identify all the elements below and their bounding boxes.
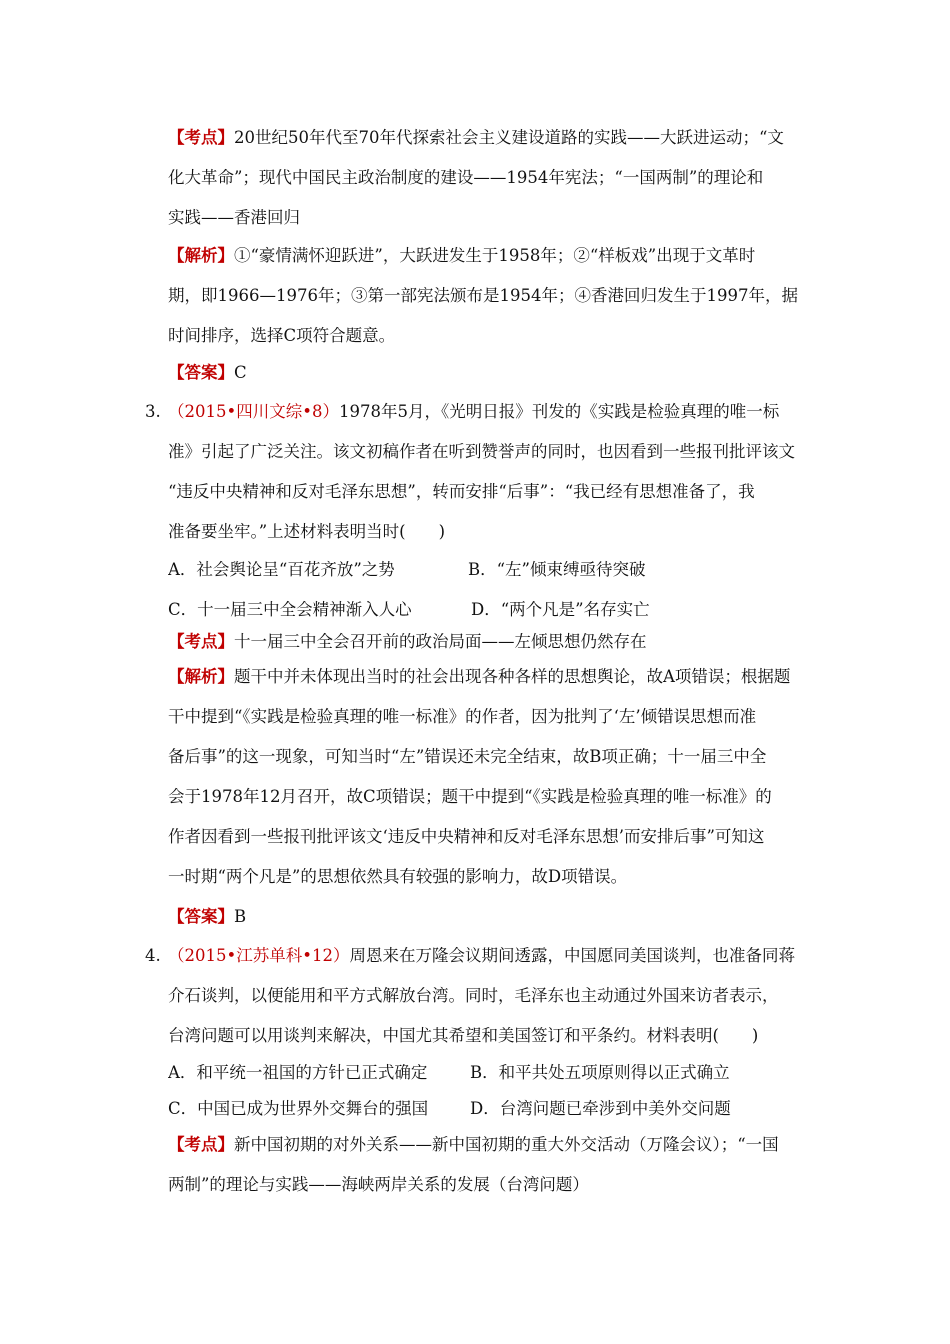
option-d: D．“两个凡是”名存实亡 [471, 600, 650, 619]
text-line: 作者因看到一些报刊批评该文‘违反中央精神和反对毛泽东思想’而安排后事”可知这 [168, 827, 765, 846]
text-line: 会于1978年12月召开，故C项错误；题干中提到“《实践是检验真理的唯一标准》的 [168, 787, 772, 806]
option-b: B．和平共处五项原则得以正式确立 [470, 1063, 730, 1082]
daan-label: 【答案】 [168, 363, 234, 382]
text-line: 时间排序，选择C项符合题意。 [168, 326, 396, 345]
text-line: 干中提到“《实践是检验真理的唯一标准》的作者，因为批判了‘左’倾错误思想而准 [168, 707, 757, 726]
text-line: 【解析】①“豪情满怀迎跃进”，大跃进发生于1958年；②“样板戏”出现于文革时 [168, 246, 756, 265]
q3-options [168, 550, 808, 630]
text-line: 实践——香港回归 [168, 208, 300, 227]
option-a: A．社会舆论呈“百花齐放”之势 [168, 560, 395, 579]
answer-value: C [234, 363, 247, 382]
q2-jiexi [168, 236, 808, 356]
answer-value: B [234, 907, 247, 926]
text-line: 【解析】题干中并未体现出当时的社会出现各种各样的思想舆论，故A项错误；根据题 [168, 667, 791, 686]
option-c: C．十一届三中全会精神渐入人心 [168, 600, 412, 619]
option-d: D．台湾问题已牵涉到中美外交问题 [470, 1099, 731, 1118]
text-line: 【考点】新中国初期的对外关系——新中国初期的重大外交活动（万隆会议）；“一国 [168, 1135, 779, 1154]
kaodian-label: 【考点】 [168, 128, 234, 147]
question-source: （2015•江苏单科•12） [168, 946, 350, 965]
text-line: 化大革命”；现代中国民主政治制度的建设——1954年宪法；“一国两制”的理论和 [168, 168, 764, 187]
option-b: B．“左”倾束缚亟待突破 [468, 560, 646, 579]
jiexi-label: 【解析】 [168, 667, 234, 686]
text-line: 介石谈判，以便能用和平方式解放台湾。同时，毛泽东也主动通过外国来访者表示， [168, 986, 779, 1005]
text-line: （2015•江苏单科•12）周恩来在万隆会议期间透露，中国愿同美国谈判，也准备同蒋 [168, 946, 795, 965]
text-line: 【考点】20世纪50年代至70年代探索社会主义建设道路的实践——大跃进运动；“文 [168, 128, 784, 147]
text-line: 准》引起了广泛关注。该文初稿作者在听到赞誉声的同时，也因看到一些报刊批评该文 [168, 442, 795, 461]
kaodian-label: 【考点】 [168, 632, 234, 651]
q4-kaodian [168, 1125, 808, 1205]
q2-answer [168, 353, 808, 393]
daan-label: 【答案】 [168, 907, 234, 926]
text-line: “违反中央精神和反对毛泽东思想”，转而安排“后事”：“我已经有思想准备了，我 [168, 482, 755, 501]
text-line: 准备要坐牢。”上述材料表明当时( ) [168, 522, 446, 541]
q4-stem [145, 936, 808, 1056]
q4-options [168, 1053, 808, 1133]
text-line: 期，即1966—1976年；③第一部宪法颁布是1954年；④香港回归发生于1997年，据 [168, 286, 798, 305]
text-line: 两制”的理论与实践——海峡两岸关系的发展（台湾问题） [168, 1175, 589, 1194]
jiexi-label: 【解析】 [168, 246, 234, 265]
q3-stem [145, 392, 808, 552]
question-number: 4. [145, 946, 161, 965]
option-c: C．中国已成为世界外交舞台的强国 [168, 1099, 429, 1118]
kaodian-label: 【考点】 [168, 1135, 234, 1154]
question-source: （2015•四川文综•8） [168, 402, 339, 421]
q2-kaodian [168, 118, 808, 238]
q3-answer [168, 897, 808, 937]
text-line: 备后事”的这一现象，可知当时“左”错误还未完全结束，故B项正确；十一届三中全 [168, 747, 767, 766]
text-line: 台湾问题可以用谈判来解决，中国尤其希望和美国签订和平条约。材料表明( ) [168, 1026, 759, 1045]
question-number: 3. [145, 402, 161, 421]
text-line: （2015•四川文综•8）1978年5月，《光明日报》刊发的《实践是检验真理的唯一标 [168, 402, 780, 421]
text-line: 一时期“两个凡是”的思想依然具有较强的影响力，故D项错误。 [168, 867, 628, 886]
q3-jiexi [168, 657, 808, 897]
q3-kaodian: 【考点】十一届三中全会召开前的政治局面——左倾思想仍然存在 [168, 632, 647, 651]
option-a: A．和平统一祖国的方针已正式确定 [168, 1063, 428, 1082]
